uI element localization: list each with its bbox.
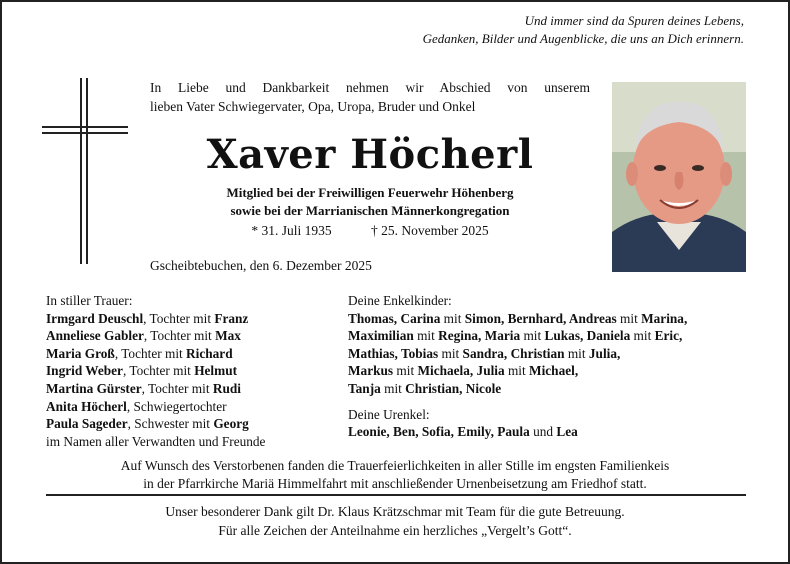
mourner-relation: , Tochter mit xyxy=(143,328,216,344)
cross-icon xyxy=(42,78,128,264)
grandchildren-heading: Deine Enkelkinder: xyxy=(348,293,452,308)
mourners-footer: im Namen aller Verwandten und Freunde xyxy=(46,433,266,449)
name-segment: Lea xyxy=(556,424,578,440)
place-and-date: Gscheibtebuchen, den 6. Dezember 2025 xyxy=(150,258,372,273)
membership-line-2: sowie bei der Marrianischen Männerkongregation xyxy=(230,203,510,218)
grandchildren-line xyxy=(348,380,768,398)
name-segment: mit xyxy=(504,363,530,379)
grandchildren-line xyxy=(348,327,768,345)
membership-text xyxy=(150,184,590,220)
name-segment: mit xyxy=(630,328,655,344)
mourner-row xyxy=(46,362,336,380)
mourner-relation: , Schwiegertochter xyxy=(126,398,227,414)
mourner-partner: Franz xyxy=(214,310,249,326)
thanks-line-1: Unser besonderer Dank gilt Dr. Klaus Krätzschmar mit Team für die gute Betreuung. xyxy=(165,504,625,519)
intro-text xyxy=(150,78,590,116)
mourner-name: Martina Gürster xyxy=(46,380,142,396)
descendants-list xyxy=(348,292,768,441)
mourner-relation: , Schwester mit xyxy=(127,416,214,432)
mourner-relation: , Tochter mit xyxy=(114,345,187,361)
name-segment: mit xyxy=(520,328,545,344)
mourner-row xyxy=(46,380,336,398)
name-segment: Lukas, Daniela xyxy=(544,328,631,344)
name-segment: Leonie, Ben, Sofia, Emily, Paula xyxy=(348,424,530,440)
mourner-row xyxy=(46,398,336,416)
name-segment: mit xyxy=(393,363,418,379)
name-segment: mit xyxy=(438,345,463,361)
name-segment: Julia, xyxy=(588,345,621,361)
name-segment: Marina, xyxy=(641,310,688,326)
name-segment: und xyxy=(529,424,557,440)
deceased-name: Xaver Höcherl xyxy=(206,131,534,178)
mourner-partner: Richard xyxy=(186,345,233,361)
membership-line-1: Mitglied bei der Freiwilligen Feuerwehr Höhenberg xyxy=(226,185,514,200)
name-segment: Thomas, Carina xyxy=(348,310,441,326)
grandchildren-line xyxy=(348,362,768,380)
mourner-partner: Georg xyxy=(213,416,249,432)
mourners-heading: In stiller Trauer: xyxy=(46,293,133,308)
mourner-partner: Rudi xyxy=(212,380,241,396)
great-grandchildren-line xyxy=(348,423,768,441)
divider xyxy=(46,494,746,496)
thanks-line-2: Für alle Zeichen der Anteilnahme ein herzliches „Vergelt’s Gott“. xyxy=(218,523,572,538)
mourner-row xyxy=(46,310,336,328)
life-dates xyxy=(150,222,590,240)
mourners-list xyxy=(46,292,336,450)
mourner-name: Anneliese Gabler xyxy=(46,328,144,344)
thanks-text xyxy=(32,502,758,540)
name-segment: Michaela, Julia xyxy=(417,363,505,379)
name-segment: mit xyxy=(413,328,439,344)
name-segment: Michael, xyxy=(529,363,579,379)
mourner-name: Paula Sageder xyxy=(46,416,128,432)
quote-line-1: Und immer sind da Spuren deines Lebens, xyxy=(524,13,744,28)
great-grandchildren-heading: Deine Urenkel: xyxy=(348,406,430,422)
name-segment: mit xyxy=(616,310,642,326)
mourner-partner: Max xyxy=(215,328,241,344)
mourner-name: Ingrid Weber xyxy=(46,363,123,379)
name-segment: Maximilian xyxy=(348,328,414,344)
mourner-name: Anita Höcherl xyxy=(46,398,127,414)
mourner-row xyxy=(46,327,336,345)
name-segment: Regina, Maria xyxy=(438,328,521,344)
mourner-row xyxy=(46,415,336,433)
name-segment: Mathias, Tobias xyxy=(348,345,439,361)
death-date: † 25. November 2025 xyxy=(370,223,489,238)
name-segment: mit xyxy=(564,345,589,361)
name-segment: Markus xyxy=(348,363,394,379)
grandchildren-line xyxy=(348,345,768,363)
mourner-name: Maria Groß xyxy=(46,345,115,361)
memorial-quote xyxy=(423,12,744,48)
intro-line-1: In Liebe und Dankbarkeit nehmen wir Abschied von unserem xyxy=(150,80,590,95)
name-segment: Tanja xyxy=(348,380,381,396)
funeral-note-line-1: Auf Wunsch des Verstorbenen fanden die Trauerfeierlichkeiten in aller Stille im engsten Familienkeis xyxy=(120,458,670,473)
name-segment: Sandra, Christian xyxy=(462,345,565,361)
mourner-relation: , Tochter mit xyxy=(141,380,213,396)
birth-date: * 31. Juli 1935 xyxy=(251,223,332,238)
mourner-relation: , Tochter mit xyxy=(122,363,195,379)
name-segment: mit xyxy=(440,310,465,326)
quote-line-2: Gedanken, Bilder und Augenblicke, die uns an Dich erinnern. xyxy=(422,31,744,46)
funeral-note-line-2: in der Pfarrkirche Mariä Himmelfahrt mit anschließender Urnenbeisetzung am Friedhof statt. xyxy=(143,476,647,491)
portrait-photo xyxy=(612,82,746,272)
intro-line-2: lieben Vater Schwiegervater, Opa, Uropa, Bruder und Onkel xyxy=(150,99,476,114)
mourner-partner: Helmut xyxy=(194,363,238,379)
name-segment: Eric, xyxy=(654,328,683,344)
name-segment: Christian, Nicole xyxy=(405,380,502,396)
mourner-row xyxy=(46,345,336,363)
name-segment: Simon, Bernhard, Andreas xyxy=(464,310,617,326)
mourner-name: Irmgard Deuschl xyxy=(46,310,144,326)
grandchildren-line xyxy=(348,310,768,328)
mourner-relation: , Tochter mit xyxy=(143,310,215,326)
name-segment: mit xyxy=(380,380,406,396)
funeral-note xyxy=(32,457,758,493)
